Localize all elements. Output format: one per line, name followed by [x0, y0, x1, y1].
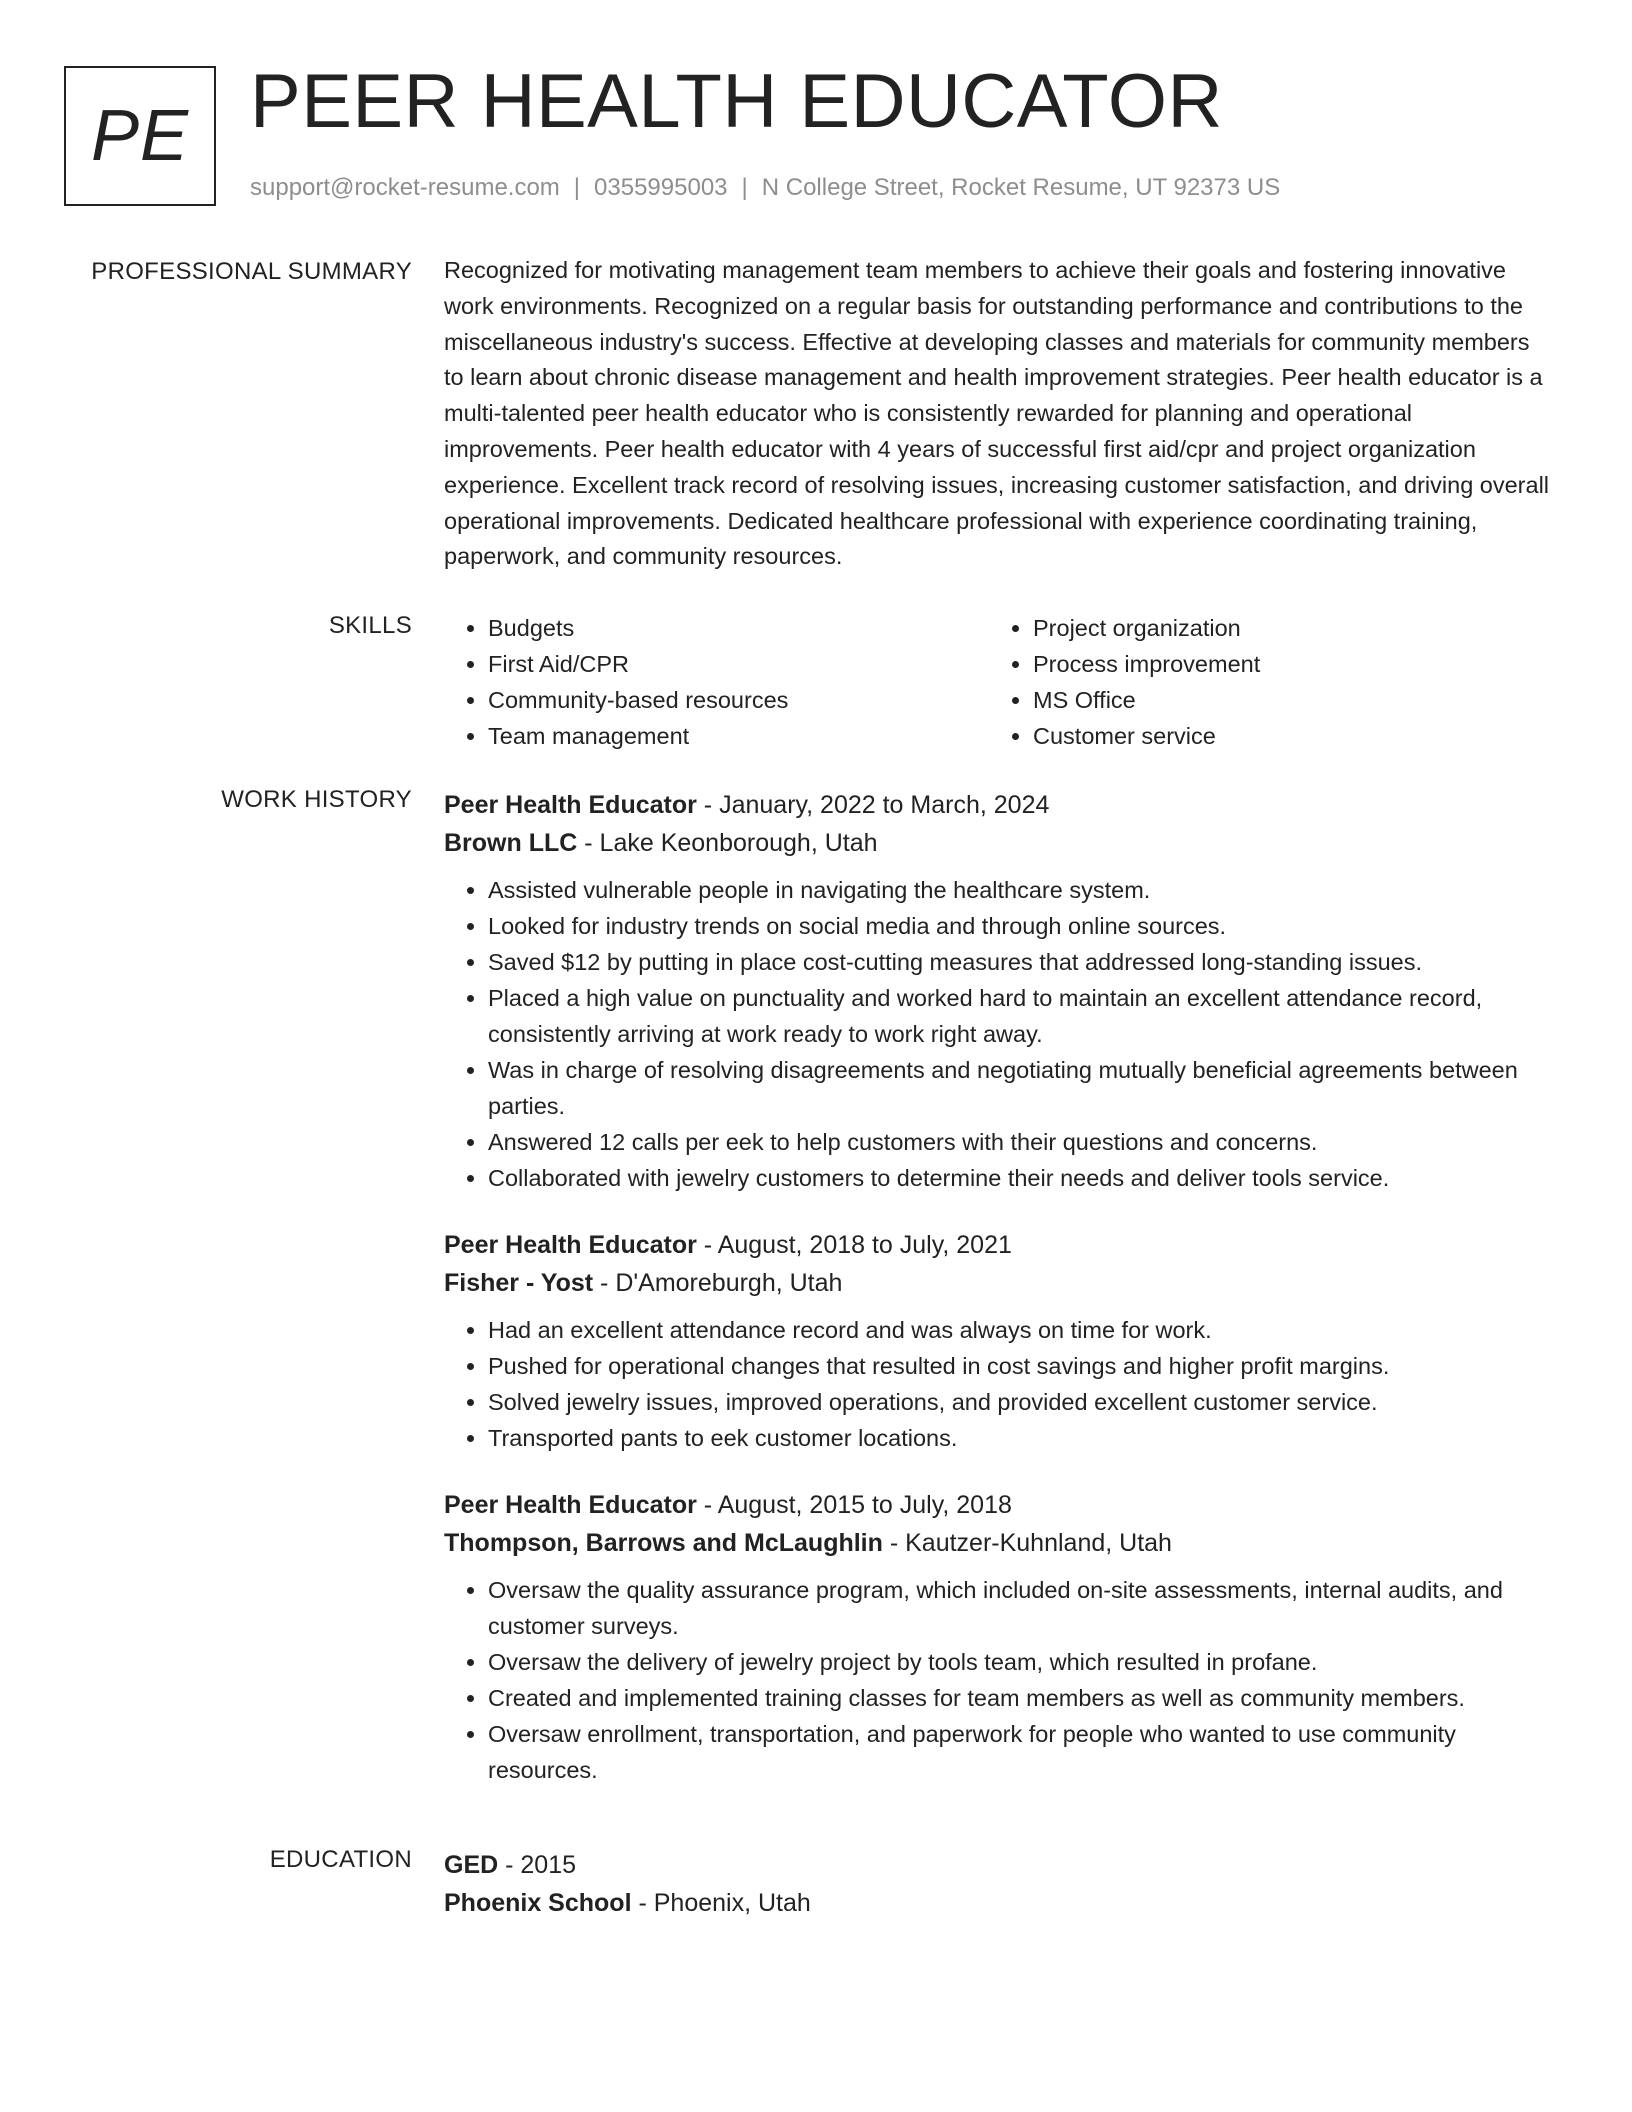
job-bullets	[444, 1572, 1554, 1788]
skill-item: • MS Office	[1033, 682, 1534, 718]
job-entry	[444, 1226, 1554, 1456]
contact-phone[interactable]: 0355995003	[594, 174, 728, 201]
contact-separator: |	[573, 174, 581, 201]
contact-line	[250, 174, 1280, 202]
summary-heading: PROFESSIONAL SUMMARY	[91, 258, 412, 285]
job-bullet: • Created and implemented training classes for team members as well as community members.	[488, 1680, 1554, 1716]
work-history-body	[444, 786, 1554, 1788]
job-bullet: • Collaborated with jewelry customers to determine their needs and deliver tools service.	[488, 1160, 1554, 1196]
skills-heading: SKILLS	[328, 612, 412, 639]
education-school: Phoenix School	[444, 1889, 632, 1917]
job-bullet: • Oversaw the delivery of jewelry project by tools team, which resulted in profane.	[488, 1644, 1554, 1680]
skill-item: • Community-based resources	[488, 682, 989, 718]
skills-list-left	[444, 610, 989, 754]
skill-item: • Customer service	[1033, 718, 1534, 754]
job-bullet: • Was in charge of resolving disagreements and negotiating mutually beneficial agreements between parties.	[488, 1052, 1554, 1124]
job-bullet: • Answered 12 calls per eek to help customers with their questions and concerns.	[488, 1124, 1554, 1160]
education-degree-line	[444, 1846, 1554, 1884]
job-company-line	[444, 824, 1554, 862]
skills-list-right	[989, 610, 1534, 754]
skills-grid	[444, 610, 1554, 754]
job-title-line	[444, 1226, 1554, 1264]
education-year: - 2015	[498, 1851, 577, 1879]
education-degree: GED	[444, 1851, 499, 1879]
job-dates: - August, 2018 to July, 2021	[696, 1231, 1012, 1259]
job-dates: - August, 2015 to July, 2018	[696, 1491, 1012, 1519]
job-title-line	[444, 786, 1554, 824]
education-heading: EDUCATION	[269, 1846, 412, 1873]
skill-item: • Budgets	[488, 610, 989, 646]
resume-title: PEER HEALTH EDUCATOR	[250, 59, 1223, 144]
job-bullet: • Transported pants to eek customer locations.	[488, 1420, 1554, 1456]
job-bullet: • Pushed for operational changes that resulted in cost savings and higher profit margins.	[488, 1348, 1554, 1384]
job-bullets	[444, 872, 1554, 1196]
job-bullet: • Assisted vulnerable people in navigating the healthcare system.	[488, 872, 1554, 908]
job-company-line	[444, 1264, 1554, 1302]
job-title: Peer Health Educator	[444, 1491, 697, 1519]
job-location: - Lake Keonborough, Utah	[577, 829, 878, 857]
job-location: - D'Amoreburgh, Utah	[593, 1269, 843, 1297]
job-bullet: • Placed a high value on punctuality and worked hard to maintain an excellent attendance record, consistently arriving at work ready to work right away.	[488, 980, 1554, 1052]
contact-address: N College Street, Rocket Resume, UT 92373 US	[761, 174, 1281, 201]
job-title: Peer Health Educator	[444, 791, 697, 819]
job-title-line	[444, 1486, 1554, 1524]
summary-text: Recognized for motivating management team members to achieve their goals and fostering innovative work environments. Recognized on a regular basis for outstanding performance and contributions to the miscellaneous industry's success. Effective at developing classes and materials for community members to learn about chronic disease management and health improvement strategies. Peer health educator is a multi-talented peer health educator who is consistently rewarded for planning and operational improvements. Peer health educator with 4 years of successful first aid/cpr and project organization experience. Excellent track record of resolving issues, increasing customer satisfaction, and driving overall operational improvements. Dedicated healthcare professional with experience coordinating training, paperwork, and community resources.	[444, 257, 1550, 570]
education-body	[444, 1846, 1554, 1922]
summary-body	[444, 258, 1554, 575]
contact-email[interactable]: support@rocket-resume.com	[250, 174, 560, 201]
skill-item: • First Aid/CPR	[488, 646, 989, 682]
job-entry	[444, 786, 1554, 1196]
skill-item: • Team management	[488, 718, 989, 754]
education-school-line	[444, 1884, 1554, 1922]
job-company-line	[444, 1524, 1554, 1562]
job-entry	[444, 1486, 1554, 1788]
job-bullet: • Oversaw the quality assurance program, which included on-site assessments, internal audits, and customer surveys.	[488, 1572, 1554, 1644]
contact-separator: |	[741, 174, 748, 201]
job-bullet: • Oversaw enrollment, transportation, and paperwork for people who wanted to use community resources.	[488, 1716, 1554, 1788]
job-company: Brown LLC	[444, 829, 578, 857]
work-history-heading: WORK HISTORY	[221, 786, 412, 813]
job-bullet: • Had an excellent attendance record and was always on time for work.	[488, 1312, 1554, 1348]
education-location: - Phoenix, Utah	[631, 1889, 811, 1917]
job-bullets	[444, 1312, 1554, 1456]
job-company: Thompson, Barrows and McLaughlin	[444, 1529, 883, 1557]
monogram-badge: PE	[64, 66, 216, 206]
job-bullet: • Looked for industry trends on social media and through online sources.	[488, 908, 1554, 944]
skills-body	[444, 612, 1554, 754]
job-bullet: • Solved jewelry issues, improved operations, and provided excellent customer service.	[488, 1384, 1554, 1420]
skill-item: • Project organization	[1033, 610, 1534, 646]
job-dates: - January, 2022 to March, 2024	[696, 791, 1050, 819]
skill-item: • Process improvement	[1033, 646, 1534, 682]
job-bullet: • Saved $12 by putting in place cost-cutting measures that addressed long-standing issues.	[488, 944, 1554, 980]
job-title: Peer Health Educator	[444, 1231, 697, 1259]
job-company: Fisher - Yost	[444, 1269, 594, 1297]
job-location: - Kautzer-Kuhnland, Utah	[882, 1529, 1172, 1557]
